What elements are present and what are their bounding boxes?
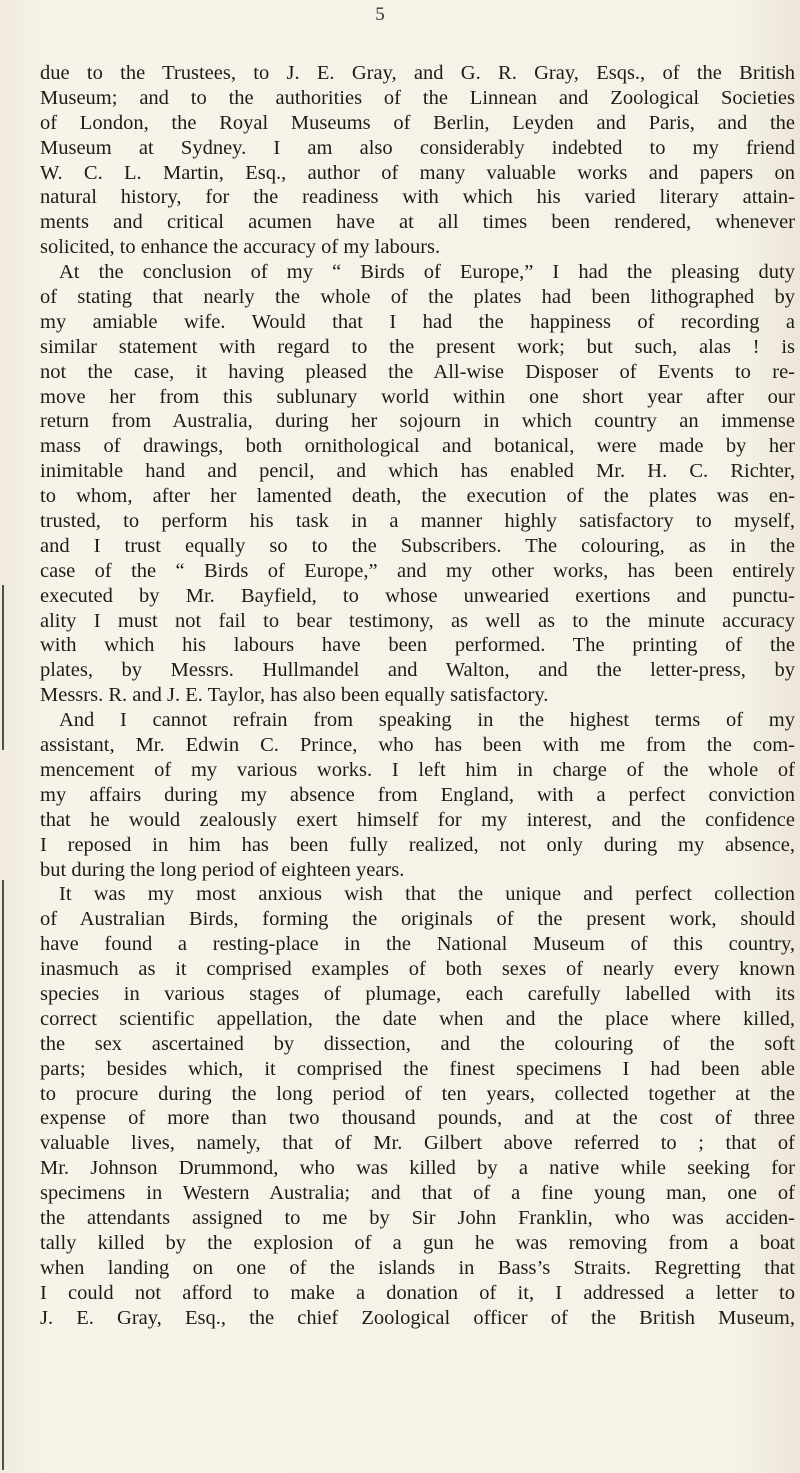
- text-line: with which his labours have been performed. The printing of the: [40, 634, 795, 657]
- text-line: mencement of my various works. I left him in charge of the whole of: [40, 758, 795, 781]
- text-line: specimens in Western Australia; and that of a fine young man, one of: [40, 1182, 795, 1205]
- text-line: parts; besides which, it comprised the finest specimens I had been able: [40, 1057, 795, 1080]
- text-line: W. C. L. Martin, Esq., author of many valuable works and papers on: [40, 161, 795, 184]
- text-line: trusted, to perform his task in a manner highly satisfactory to myself,: [40, 510, 795, 533]
- text-line: when landing on one of the islands in Bass’s Straits. Regretting that: [40, 1256, 795, 1279]
- text-line: species in various stages of plumage, each carefully labelled with its: [40, 982, 795, 1005]
- text-line: solicited, to enhance the accuracy of my labours.: [40, 236, 441, 259]
- text-line: the attendants assigned to me by Sir John Franklin, who was acciden-: [40, 1206, 795, 1229]
- paragraph: [40, 708, 795, 882]
- margin-scan-line-upper: [2, 585, 4, 750]
- text-line: ality I must not fail to bear testimony, as well as to the minute accuracy: [40, 609, 795, 632]
- text-line: of Australian Birds, forming the originals of the present work, should: [40, 908, 795, 931]
- text-line: Museum; and to the authorities of the Linnean and Zoological Societies: [40, 86, 795, 109]
- text-line: expense of more than two thousand pounds, and at the cost of three: [40, 1107, 795, 1130]
- text-line: valuable lives, namely, that of Mr. Gilbert above referred to ; that of: [40, 1132, 795, 1155]
- text-line: that he would zealously exert himself for my interest, and the confidence: [40, 808, 795, 831]
- paragraph: [40, 61, 795, 260]
- text-line: It was my most anxious wish that the unique and perfect collection: [59, 883, 795, 906]
- text-line: of stating that nearly the whole of the plates had been lithographed by: [40, 286, 795, 309]
- page-number: 5: [375, 4, 385, 25]
- text-line: And I cannot refrain from speaking in the highest terms of my: [59, 709, 795, 732]
- text-line: executed by Mr. Bayfield, to whose unwearied exertions and punctu-: [40, 584, 795, 607]
- paragraph: [40, 260, 795, 708]
- text-line: not the case, it having pleased the All-wise Disposer of Events to re-: [40, 360, 795, 383]
- text-line: the sex ascertained by dissection, and the colouring of the soft: [40, 1032, 795, 1055]
- text-line: of London, the Royal Museums of Berlin, Leyden and Paris, and the: [40, 111, 795, 134]
- text-line: tally killed by the explosion of a gun he was removing from a boat: [40, 1231, 795, 1254]
- text-line: have found a resting-place in the National Museum of this country,: [40, 933, 795, 956]
- text-line: ments and critical acumen have at all times been rendered, whenever: [40, 211, 795, 234]
- text-line: case of the “ Birds of Europe,” and my other works, has been entirely: [40, 559, 795, 582]
- text-line: I could not afford to make a donation of it, I addressed a letter to: [40, 1281, 795, 1304]
- text-line: to procure during the long period of ten years, collected together at the: [40, 1082, 795, 1105]
- text-line: Museum at Sydney. I am also considerably indebted to my friend: [40, 136, 795, 159]
- text-line: natural history, for the readiness with which his varied literary attain-: [40, 186, 795, 209]
- text-line: to whom, after her lamented death, the execution of the plates was en-: [40, 485, 795, 508]
- text-line: inimitable hand and pencil, and which has enabled Mr. H. C. Richter,: [40, 460, 795, 483]
- body-text: [40, 61, 795, 1330]
- text-line: I reposed in him has been fully realized, not only during my absence,: [40, 833, 795, 856]
- text-line: inasmuch as it comprised examples of both sexes of nearly every known: [40, 958, 795, 981]
- text-line: plates, by Messrs. Hullmandel and Walton, and the letter-press, by: [40, 659, 795, 682]
- paragraph: [40, 882, 795, 1330]
- text-line: assistant, Mr. Edwin C. Prince, who has been with me from the com-: [40, 734, 795, 757]
- text-line: move her from this sublunary world within one short year after our: [40, 385, 795, 408]
- text-line: return from Australia, during her sojourn in which country an immense: [40, 410, 795, 433]
- margin-scan-line-lower: [2, 880, 4, 1470]
- text-line: Messrs. R. and J. E. Taylor, has also been equally satisfactory.: [40, 684, 549, 707]
- text-line: and I trust equally so to the Subscribers. The colouring, as in the: [40, 534, 795, 557]
- text-line: At the conclusion of my “ Birds of Europe,” I had the pleasing duty: [59, 261, 795, 284]
- text-line: Mr. Johnson Drummond, who was killed by a native while seeking for: [40, 1157, 795, 1180]
- text-line: due to the Trustees, to J. E. Gray, and G. R. Gray, Esqs., of the British: [40, 62, 795, 84]
- text-line: correct scientific appellation, the date when and the place where killed,: [40, 1007, 795, 1030]
- text-line: my amiable wife. Would that I had the happiness of recording a: [40, 310, 795, 333]
- text-line: J. E. Gray, Esq., the chief Zoological officer of the British Museum,: [40, 1306, 795, 1329]
- text-line: similar statement with regard to the present work; but such, alas ! is: [40, 335, 795, 358]
- text-line: mass of drawings, both ornithological and botanical, were made by her: [40, 435, 795, 458]
- text-line: my affairs during my absence from England, with a perfect conviction: [40, 783, 795, 806]
- text-line: but during the long period of eighteen years.: [40, 858, 405, 881]
